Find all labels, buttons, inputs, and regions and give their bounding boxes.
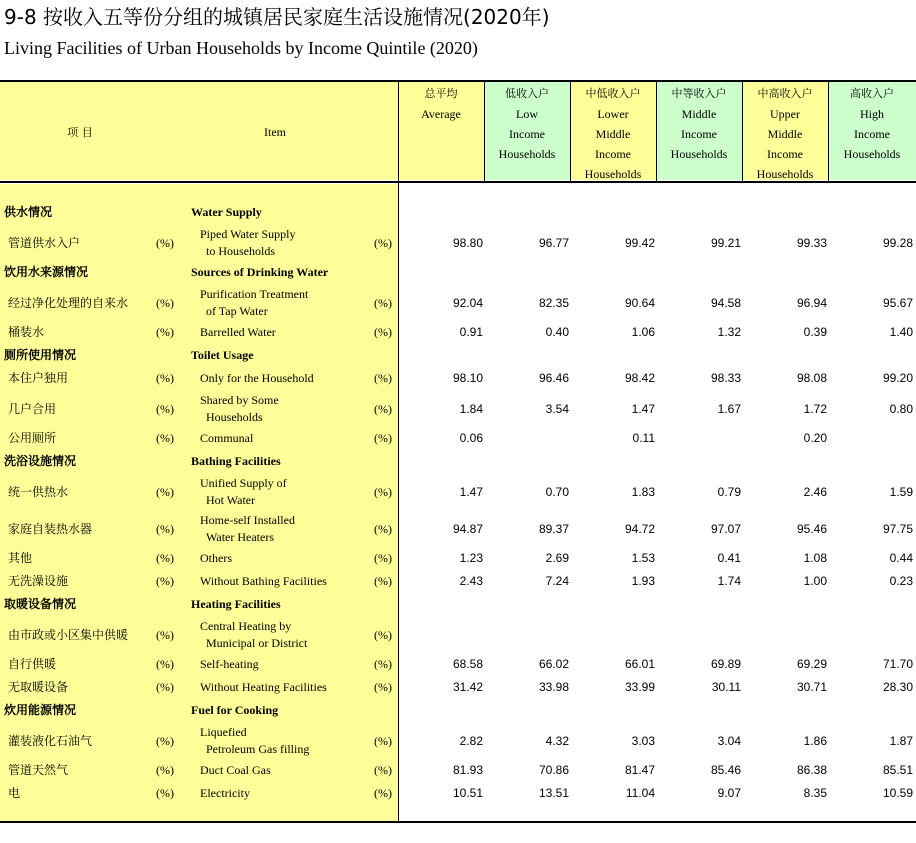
unit-label: (%) <box>374 657 392 671</box>
value-cell: 1.47 <box>459 485 483 499</box>
item-label-en <box>200 550 232 567</box>
category-label-en: Sources of Drinking Water <box>191 265 329 279</box>
header-column-en: Low <box>516 107 538 121</box>
value-cell: 96.46 <box>538 371 569 385</box>
item-label-zh: 其他 <box>8 551 33 565</box>
unit-label: (%) <box>374 236 392 250</box>
item-label-en <box>200 324 276 341</box>
item-label-en-line: Municipal or District <box>206 636 308 650</box>
unit-label: (%) <box>156 371 174 385</box>
value-cell: 3.54 <box>545 402 569 416</box>
item-label-en-line: Central Heating by <box>200 619 292 633</box>
item-label-en-line: Without Bathing Facilities <box>200 574 327 588</box>
category-label-en: Water Supply <box>191 205 262 219</box>
item-label-en <box>200 656 259 673</box>
category-label-en: Bathing Facilities <box>191 454 281 468</box>
item-label-zh: 家庭自装热水器 <box>8 522 93 536</box>
table-row <box>0 324 916 341</box>
item-label-en <box>200 724 309 758</box>
category-row <box>0 702 916 719</box>
header-column-5 <box>828 84 916 180</box>
unit-label: (%) <box>156 296 174 310</box>
unit-label: (%) <box>156 236 174 250</box>
value-cell: 2.82 <box>459 734 483 748</box>
item-label-zh: 管道供水入户 <box>8 236 81 250</box>
value-cell: 11.04 <box>625 786 655 800</box>
item-label-zh: 无洗澡设施 <box>8 574 69 588</box>
unit-label: (%) <box>156 574 174 588</box>
category-row <box>0 264 916 281</box>
table-row <box>0 430 916 447</box>
value-cell: 30.71 <box>796 680 827 694</box>
header-column-en: Households <box>843 147 901 161</box>
item-label-en-line: Hot Water <box>206 493 256 507</box>
item-label-en <box>200 512 295 546</box>
value-cell: 28.30 <box>882 680 913 694</box>
header-column-4 <box>742 84 828 180</box>
unit-label: (%) <box>374 574 392 588</box>
unit-label: (%) <box>156 680 174 694</box>
value-cell: 2.69 <box>545 551 569 565</box>
value-cell: 99.33 <box>796 236 827 250</box>
header-column-zh: 中低收入户 <box>585 87 641 100</box>
value-cell: 99.42 <box>624 236 655 250</box>
unit-label: (%) <box>374 371 392 385</box>
value-cell: 98.80 <box>452 236 483 250</box>
header-column-en: Income <box>767 147 803 161</box>
value-cell: 0.41 <box>717 551 741 565</box>
value-cell: 1.59 <box>889 485 913 499</box>
unit-label: (%) <box>156 485 174 499</box>
table-row <box>0 286 916 320</box>
value-cell: 95.67 <box>882 296 913 310</box>
value-cell: 30.11 <box>711 680 741 694</box>
unit-label: (%) <box>374 522 392 536</box>
value-cell: 1.83 <box>631 485 655 499</box>
header-column-en: Households <box>584 167 642 181</box>
item-label-en-line: Water Heaters <box>206 530 274 544</box>
category-label-zh: 取暖设备情况 <box>4 597 77 611</box>
table-row <box>0 762 916 779</box>
value-cell: 33.98 <box>538 680 569 694</box>
value-cell: 97.07 <box>710 522 741 536</box>
value-cell: 70.86 <box>538 763 569 777</box>
value-cell: 0.80 <box>889 402 913 416</box>
value-cell: 1.23 <box>459 551 483 565</box>
item-label-zh: 桶装水 <box>8 325 45 339</box>
value-cell: 99.20 <box>882 371 913 385</box>
table-row <box>0 679 916 696</box>
value-cell: 0.39 <box>803 325 827 339</box>
category-label-en: Toilet Usage <box>191 348 254 362</box>
unit-label: (%) <box>156 325 174 339</box>
item-label-zh: 几户合用 <box>8 402 57 416</box>
page-title-zh: 9-8 按收入五等份分组的城镇居民家庭生活设施情况(2020年) <box>4 5 550 29</box>
value-cell: 94.87 <box>452 522 483 536</box>
item-label-en-line: Only for the Household <box>200 371 314 385</box>
header-column-1 <box>484 84 570 180</box>
table-row <box>0 512 916 546</box>
header-column-en: Upper <box>770 107 800 121</box>
item-label-en-line: Electricity <box>200 786 250 800</box>
item-label-en <box>200 370 314 387</box>
unit-label: (%) <box>156 402 174 416</box>
item-label-en <box>200 573 327 590</box>
table-row <box>0 226 916 260</box>
value-cell: 81.93 <box>452 763 483 777</box>
item-label-en-line: Communal <box>200 431 254 445</box>
header-column-3 <box>656 84 742 180</box>
item-label-en <box>200 762 271 779</box>
item-label-en <box>200 679 327 696</box>
header-column-zh: 总平均 <box>424 87 458 100</box>
unit-label: (%) <box>374 763 392 777</box>
value-cell: 13.51 <box>538 786 569 800</box>
value-cell: 1.86 <box>803 734 827 748</box>
value-cell: 97.75 <box>882 522 913 536</box>
header-column-en: Middle <box>595 127 631 141</box>
value-cell: 71.70 <box>882 657 913 671</box>
value-cell: 0.44 <box>889 551 913 565</box>
unit-label: (%) <box>156 522 174 536</box>
item-label-en-line: Piped Water Supply <box>200 227 296 241</box>
value-cell: 82.35 <box>538 296 569 310</box>
value-cell: 98.33 <box>710 371 741 385</box>
value-cell: 99.28 <box>882 236 913 250</box>
item-label-en-line: Duct Coal Gas <box>200 763 271 777</box>
category-label-zh: 供水情况 <box>4 205 53 219</box>
header-column-en: Income <box>854 127 890 141</box>
value-cell: 96.77 <box>538 236 569 250</box>
value-cell: 90.64 <box>624 296 655 310</box>
header-column-en: Lower <box>597 107 629 121</box>
unit-label: (%) <box>374 485 392 499</box>
value-cell: 85.51 <box>882 763 913 777</box>
value-cell: 69.89 <box>710 657 741 671</box>
category-row <box>0 204 916 221</box>
header-item-en-label: Item <box>264 125 286 139</box>
item-label-zh: 自行供暖 <box>8 657 57 671</box>
value-cell: 1.53 <box>631 551 655 565</box>
item-label-en-line: Others <box>200 551 232 565</box>
unit-label: (%) <box>156 786 174 800</box>
header-column-zh: 高收入户 <box>850 87 894 100</box>
value-cell: 85.46 <box>710 763 741 777</box>
table-row <box>0 618 916 652</box>
value-cell: 1.06 <box>631 325 655 339</box>
value-cell: 0.91 <box>459 325 483 339</box>
header-column-zh: 中等收入户 <box>671 87 727 100</box>
value-cell: 95.46 <box>796 522 827 536</box>
header-column-en: Income <box>681 127 717 141</box>
item-label-en-line: Barrelled Water <box>200 325 276 339</box>
category-label-zh: 饮用水来源情况 <box>4 265 89 279</box>
header-column-en: Households <box>756 167 814 181</box>
header-column-en: Households <box>670 147 728 161</box>
unit-label: (%) <box>374 431 392 445</box>
header-column-en: Average <box>421 107 461 121</box>
unit-label: (%) <box>374 296 392 310</box>
value-cell: 98.10 <box>452 371 483 385</box>
unit-label: (%) <box>156 734 174 748</box>
value-cell: 0.23 <box>889 574 913 588</box>
item-label-zh: 公用厕所 <box>8 431 57 445</box>
header-column-en: Middle <box>681 107 717 121</box>
value-cell: 1.32 <box>717 325 741 339</box>
table-row <box>0 656 916 673</box>
header-column-en: Middle <box>767 127 803 141</box>
category-row <box>0 453 916 470</box>
item-label-en-line: Shared by Some <box>200 393 279 407</box>
value-cell: 66.01 <box>624 657 655 671</box>
value-cell: 10.59 <box>882 786 913 800</box>
category-row <box>0 596 916 613</box>
value-cell: 0.11 <box>632 431 655 445</box>
table-row <box>0 785 916 802</box>
value-cell: 1.00 <box>803 574 827 588</box>
unit-label: (%) <box>374 680 392 694</box>
unit-label: (%) <box>156 551 174 565</box>
header-item-zh-label: 项 目 <box>67 126 93 139</box>
value-cell: 1.40 <box>889 325 913 339</box>
value-cell: 81.47 <box>624 763 655 777</box>
unit-label: (%) <box>374 786 392 800</box>
value-cell: 0.79 <box>717 485 741 499</box>
header-column-en: Income <box>595 147 631 161</box>
value-cell: 33.99 <box>624 680 655 694</box>
item-label-zh: 电 <box>8 786 21 800</box>
item-label-en-line: Home-self Installed <box>200 513 295 527</box>
value-cell: 1.93 <box>631 574 655 588</box>
item-label-en-line: Purification Treatment <box>200 287 309 301</box>
table-row <box>0 724 916 758</box>
item-label-zh: 统一供热水 <box>8 485 69 499</box>
value-cell: 3.03 <box>631 734 655 748</box>
category-row <box>0 347 916 364</box>
value-cell: 69.29 <box>796 657 827 671</box>
unit-label: (%) <box>374 325 392 339</box>
value-cell: 0.70 <box>545 485 569 499</box>
value-cell: 98.42 <box>624 371 655 385</box>
value-cell: 8.35 <box>803 786 827 800</box>
item-label-en-line: Liquefied <box>200 725 247 739</box>
item-label-en-line: of Tap Water <box>206 304 268 318</box>
item-label-en-line: Without Heating Facilities <box>200 680 327 694</box>
value-cell: 1.72 <box>803 402 827 416</box>
unit-label: (%) <box>374 628 392 642</box>
item-label-zh: 经过净化处理的自来水 <box>8 296 129 310</box>
table-row <box>0 550 916 567</box>
value-cell: 99.21 <box>710 236 741 250</box>
value-cell: 0.20 <box>803 431 827 445</box>
category-label-zh: 厕所使用情况 <box>4 348 77 362</box>
value-cell: 86.38 <box>796 763 827 777</box>
unit-label: (%) <box>374 551 392 565</box>
header-column-0 <box>398 84 484 180</box>
header-column-en: Income <box>509 127 545 141</box>
value-cell: 98.08 <box>796 371 827 385</box>
item-label-en <box>200 286 308 320</box>
page-title-en: Living Facilities of Urban Households by Income Quintile (2020) <box>4 38 478 58</box>
value-cell: 9.07 <box>717 786 741 800</box>
item-label-en-line: Households <box>206 410 263 424</box>
unit-label: (%) <box>374 734 392 748</box>
bottom-rule <box>0 821 916 823</box>
value-cell: 1.08 <box>803 551 827 565</box>
value-cell: 3.04 <box>717 734 741 748</box>
header-column-zh: 中高收入户 <box>757 87 813 100</box>
value-cell: 1.84 <box>459 402 483 416</box>
value-cell: 94.58 <box>710 296 741 310</box>
value-cell: 10.51 <box>452 786 483 800</box>
unit-label: (%) <box>374 402 392 416</box>
header-column-zh: 低收入户 <box>505 87 549 100</box>
header-column-2 <box>570 84 656 180</box>
table-row <box>0 573 916 590</box>
category-label-zh: 炊用能源情况 <box>4 703 77 717</box>
value-cell: 0.40 <box>545 325 569 339</box>
value-cell: 1.47 <box>631 402 655 416</box>
value-cell: 96.94 <box>796 296 827 310</box>
table-row <box>0 475 916 509</box>
unit-label: (%) <box>156 628 174 642</box>
item-label-en <box>200 618 307 652</box>
value-cell: 92.04 <box>452 296 483 310</box>
item-label-en-line: Unified Supply of <box>200 476 287 490</box>
category-label-zh: 洗浴设施情况 <box>4 454 77 468</box>
value-cell: 7.24 <box>545 574 569 588</box>
item-label-en-line: Self-heating <box>200 657 259 671</box>
item-label-zh: 灌装液化石油气 <box>8 734 93 748</box>
value-cell: 0.06 <box>459 431 483 445</box>
value-cell: 2.46 <box>803 485 827 499</box>
value-cell: 89.37 <box>538 522 569 536</box>
item-label-zh: 本住户独用 <box>8 371 69 385</box>
item-label-en <box>200 226 295 260</box>
item-label-en-line: Petroleum Gas filling <box>206 742 310 756</box>
unit-label: (%) <box>156 431 174 445</box>
value-cell: 66.02 <box>538 657 569 671</box>
value-cell: 1.87 <box>889 734 913 748</box>
item-label-zh: 无取暖设备 <box>8 680 69 694</box>
item-label-en <box>200 392 279 426</box>
value-cell: 4.32 <box>545 734 569 748</box>
value-cell: 2.43 <box>459 574 483 588</box>
item-label-zh: 管道天然气 <box>8 763 69 777</box>
top-rule <box>0 80 916 82</box>
table-row <box>0 370 916 387</box>
item-label-zh: 由市政或小区集中供暖 <box>8 628 129 642</box>
item-label-en <box>200 785 250 802</box>
value-cell: 31.42 <box>452 680 483 694</box>
header-column-en: Households <box>498 147 556 161</box>
unit-label: (%) <box>156 657 174 671</box>
category-label-en: Heating Facilities <box>191 597 281 611</box>
header-column-en: High <box>860 107 884 121</box>
item-label-en-line: to Households <box>206 244 275 258</box>
value-cell: 1.74 <box>717 574 741 588</box>
category-label-en: Fuel for Cooking <box>191 703 279 717</box>
item-label-en <box>200 430 253 447</box>
value-cell: 68.58 <box>452 657 483 671</box>
unit-label: (%) <box>156 763 174 777</box>
value-cell: 94.72 <box>624 522 655 536</box>
item-label-en <box>200 475 287 509</box>
table-row <box>0 392 916 426</box>
value-cell: 1.67 <box>717 402 741 416</box>
